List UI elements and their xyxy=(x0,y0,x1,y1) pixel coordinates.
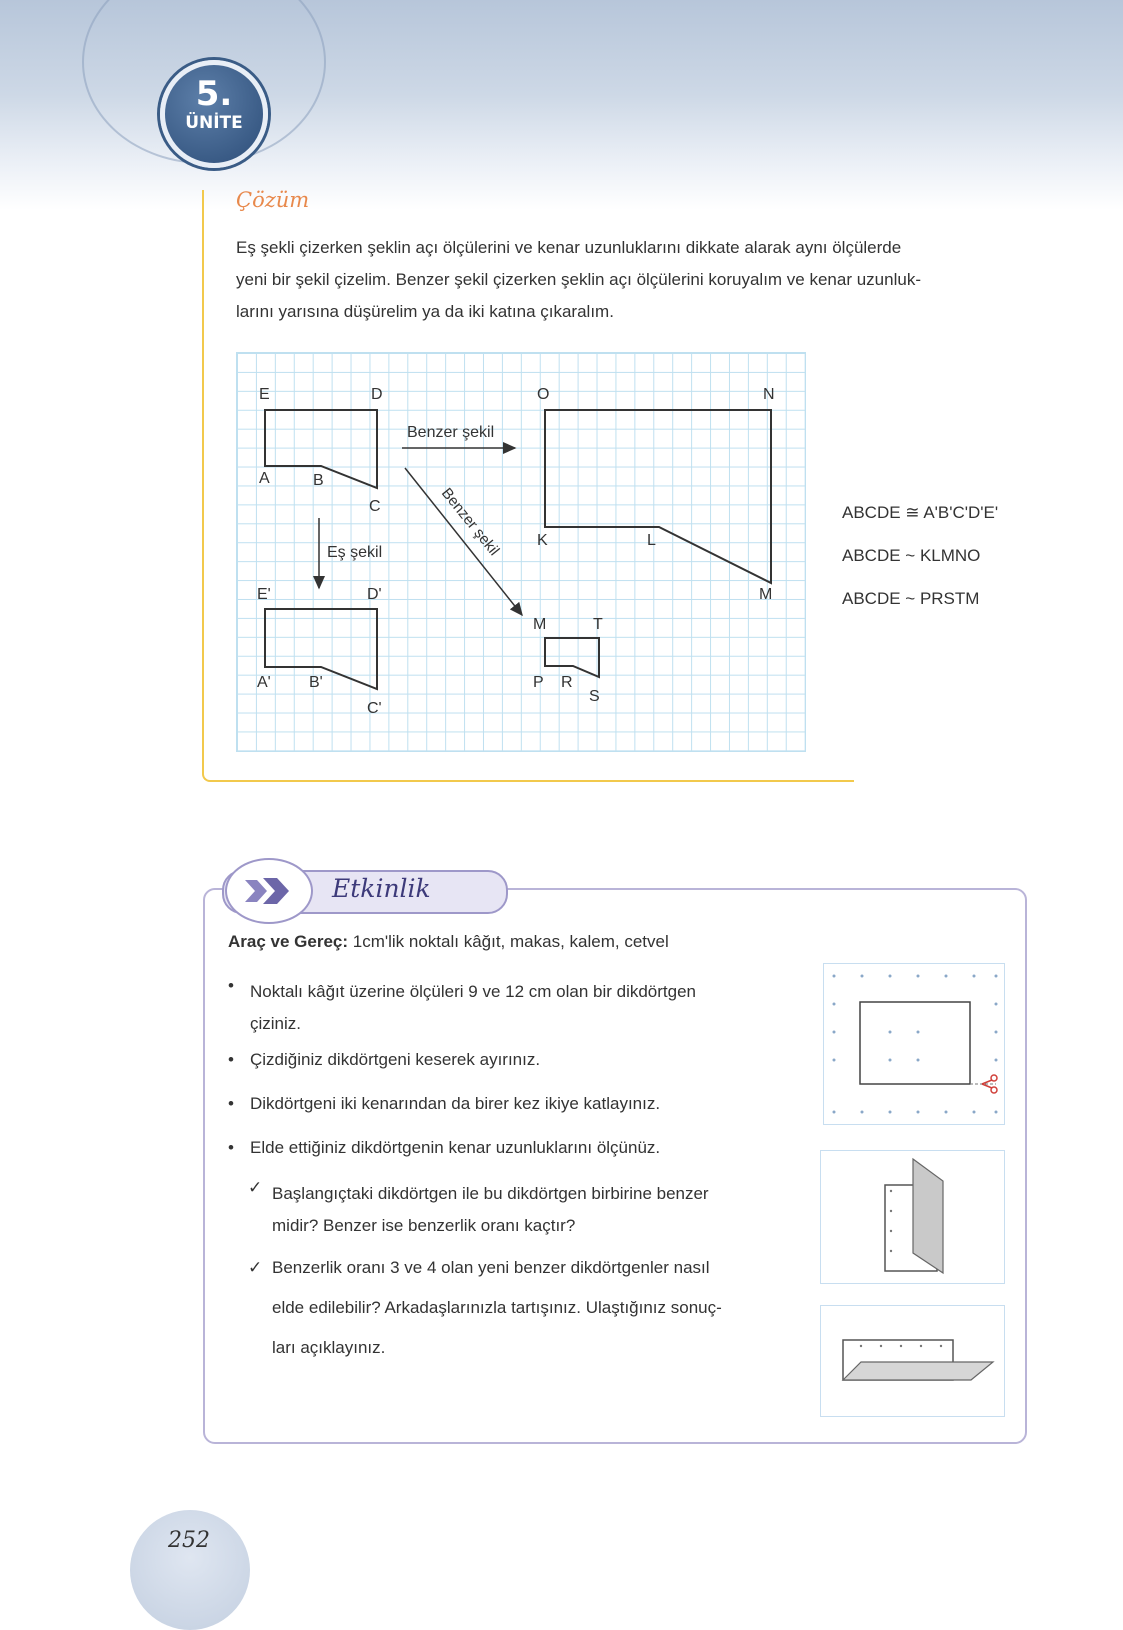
vertex-label: K xyxy=(537,532,548,549)
page-number: 252 xyxy=(168,1528,210,1553)
vertex-label: E xyxy=(259,386,270,403)
bullet: • xyxy=(228,1138,234,1157)
step-text: Noktalı kâğıt üzerine ölçüleri 9 ve 12 cm olan bir dikdörtgen xyxy=(250,982,697,1001)
step-item xyxy=(228,976,798,1040)
question-text: ları açıklayınız. xyxy=(272,1338,386,1357)
step-text: Çizdiğiniz dikdörtgeni keserek ayırınız. xyxy=(250,1050,541,1069)
question-text: Benzerlik oranı 3 ve 4 olan yeni benzer dikdörtgenler nasıl xyxy=(272,1258,710,1277)
question-item xyxy=(248,1258,798,1368)
arrow-diag xyxy=(405,468,522,615)
vertex-label: A xyxy=(259,470,270,487)
folded-paper-illustration-2 xyxy=(821,1306,1004,1416)
unit-number: 5. xyxy=(195,74,233,114)
solution-line: Eş şekli çizerken şeklin açı ölçülerini ve kenar uzunluklarını dikkate alarak aynı ölçülerde xyxy=(236,238,902,257)
question-text: Başlangıçtaki dikdörtgen ile bu dikdörtgen birbirine benzer xyxy=(272,1184,709,1203)
vertex-label: P xyxy=(533,674,544,691)
solution-line: yeni bir şekil çizelim. Benzer şekil çizerken şeklin açı ölçülerini koruyalım ve kenar uzunluk- xyxy=(236,270,921,289)
vertex-label: O xyxy=(537,386,550,403)
folded-paper-illustration xyxy=(821,1151,1004,1283)
check-icon: ✓ xyxy=(248,1178,263,1197)
label-arrow-similar: Benzer şekil xyxy=(407,424,495,441)
solution-text xyxy=(236,232,1026,328)
vertex-label: M xyxy=(533,616,547,633)
vertex-label: D' xyxy=(367,586,382,603)
vertex-label: L xyxy=(647,532,656,549)
vertex-label: M xyxy=(759,586,773,603)
vertex-label: A' xyxy=(257,674,271,691)
folded-paper-image xyxy=(820,1150,1005,1284)
cut-rectangle xyxy=(860,1002,970,1084)
vertex-label: B xyxy=(313,472,324,489)
vertex-label: R xyxy=(561,674,573,691)
folded-paper-image-2 xyxy=(820,1305,1005,1417)
question-text: elde edilebilir? Arkadaşlarınızla tartışınız. Ulaştığınız sonuç- xyxy=(272,1298,722,1317)
label-arrow-diag: Benzer şekil xyxy=(437,484,503,560)
vertex-label: E' xyxy=(257,586,271,603)
bullet: • xyxy=(228,1094,234,1113)
vertex-label: N xyxy=(763,386,775,403)
scissors-icon xyxy=(982,1075,997,1093)
step-item xyxy=(228,1138,798,1158)
vertex-label: B' xyxy=(309,674,323,691)
step-text: Elde ettiğiniz dikdörtgenin kenar uzunluklarını ölçünüz. xyxy=(250,1138,661,1157)
unit-label: ÜNİTE xyxy=(185,113,243,133)
materials-label: Araç ve Gereç: xyxy=(228,932,349,951)
step-item xyxy=(228,1094,798,1114)
vertex-label: C' xyxy=(367,700,382,717)
vertex-label: D xyxy=(371,386,383,403)
vertex-label: C xyxy=(369,498,381,515)
unit-badge xyxy=(160,60,268,168)
activity-icon-circle xyxy=(225,858,313,924)
step-text: çiziniz. xyxy=(250,1014,302,1033)
grid-figure xyxy=(236,352,806,752)
materials-line xyxy=(228,932,798,952)
activity-title: Etkinlik xyxy=(332,874,431,903)
double-arrow-icon xyxy=(227,860,311,922)
shape-klmno xyxy=(545,410,771,583)
question-item xyxy=(248,1178,798,1242)
bullet: • xyxy=(228,1050,234,1069)
relation-similar-1: ABCDE ~ KLMNO xyxy=(842,546,981,565)
dotted-paper-illustration xyxy=(824,964,1004,1124)
figure-svg xyxy=(237,353,805,751)
relation-similar-2: ABCDE ~ PRSTM xyxy=(842,589,980,608)
step-text: Dikdörtgeni iki kenarından da birer kez ikiye katlayınız. xyxy=(250,1094,661,1113)
question-text: midir? Benzer ise benzerlik oranı kaçtır? xyxy=(272,1216,576,1235)
vertex-label: S xyxy=(589,688,600,705)
relation-congruent: ABCDE ≅ A'B'C'D'E' xyxy=(842,503,999,522)
bullet: • xyxy=(228,976,234,995)
shape-prstm xyxy=(545,638,599,677)
check-icon: ✓ xyxy=(248,1258,263,1277)
step-item xyxy=(228,1050,798,1070)
materials-text: 1cm'lik noktalı kâğıt, makas, kalem, cetvel xyxy=(348,932,669,951)
label-arrow-congruent: Eş şekil xyxy=(327,544,383,561)
dotted-paper-image xyxy=(823,963,1005,1125)
solution-line: larını yarısına düşürelim ya da iki katına çıkaralım. xyxy=(236,302,614,321)
solution-title: Çözüm xyxy=(236,188,310,212)
vertex-label: T xyxy=(593,616,603,633)
